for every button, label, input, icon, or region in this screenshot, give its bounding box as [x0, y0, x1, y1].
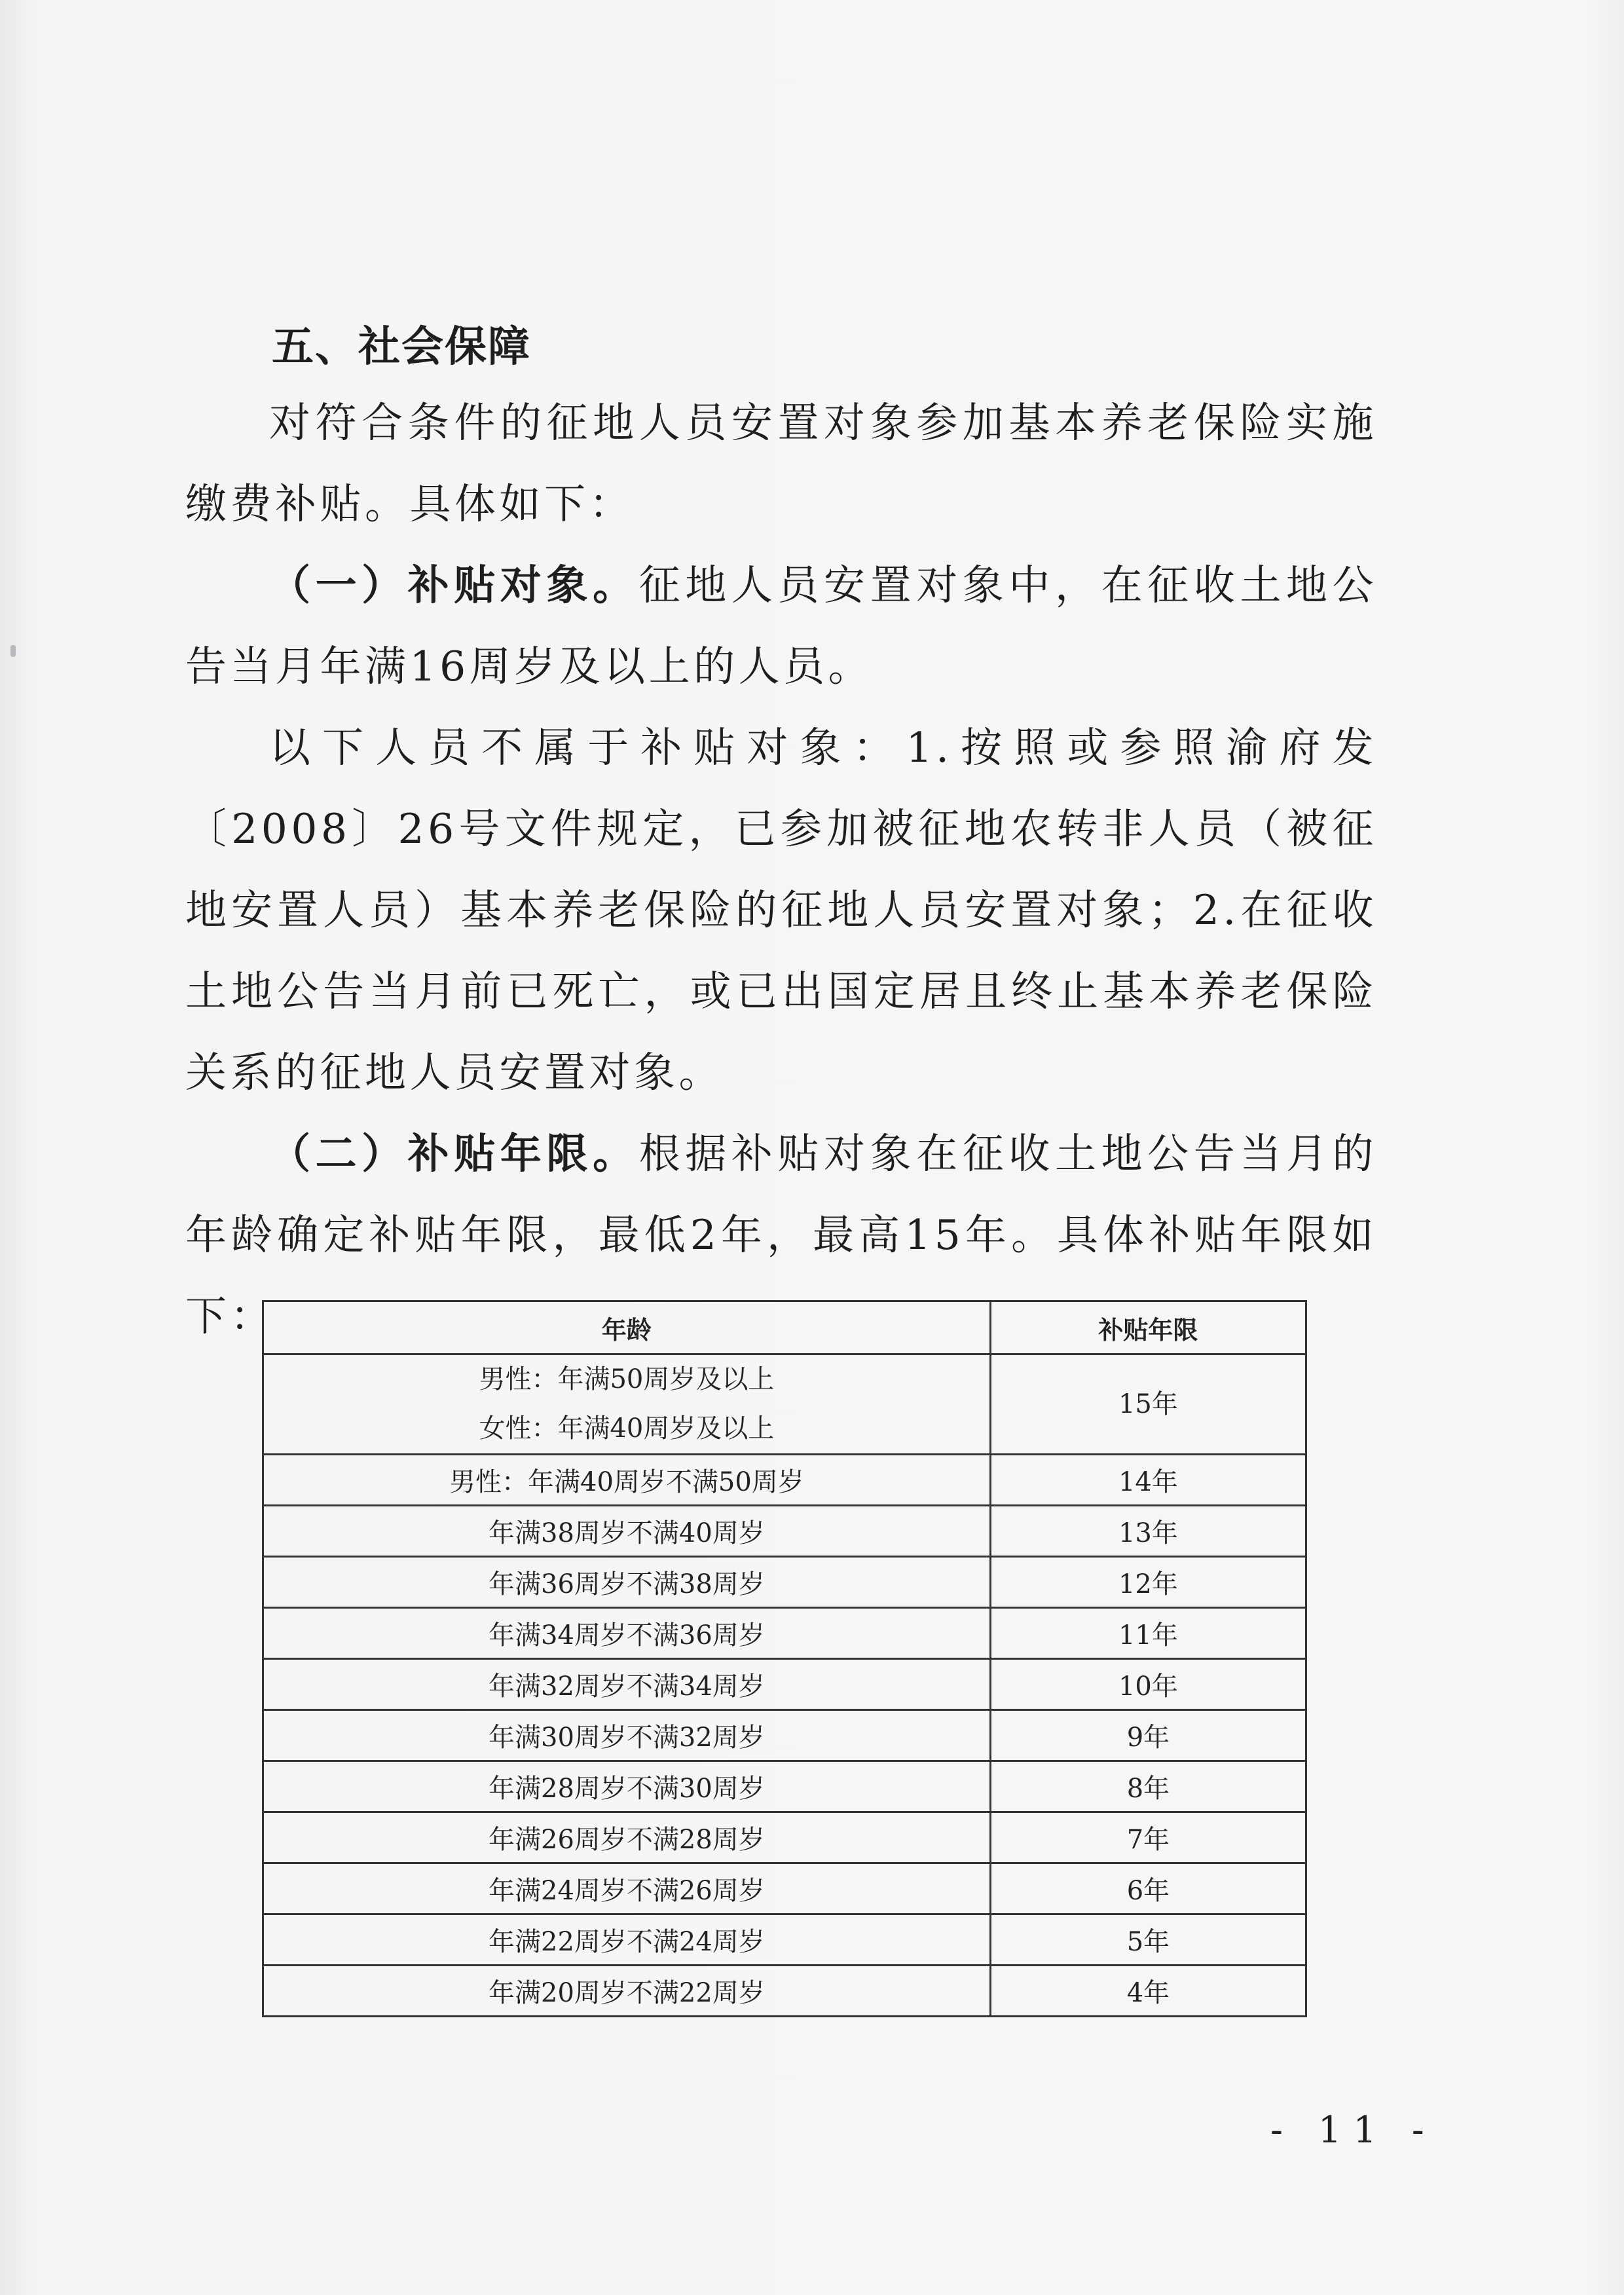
years-cell: 12年 — [990, 1557, 1306, 1608]
table-header-row — [263, 1301, 1306, 1354]
table-row — [263, 1608, 1306, 1659]
intro-paragraph: 对符合条件的征地人员安置对象参加基本养老保险实施缴费补贴。具体如下： — [185, 399, 1377, 528]
exclusions-paragraph: 以下人员不属于补贴对象：1.按照或参照渝府发〔2008〕26号文件规定，已参加被征地农转非人员（被征地安置人员）基本养老保险的征地人员安置对象；2.在征收土地公告当月前已死亡，或已出国定居且终止基本养老保险关系的征地人员安置对象。 — [185, 724, 1377, 1096]
age-cell: 年满20周岁不满22周岁 — [263, 1966, 991, 2017]
age-cell — [263, 1354, 991, 1455]
table-row — [263, 1506, 1306, 1557]
age-cell: 年满24周岁不满26周岁 — [263, 1863, 991, 1914]
age-cell-male: 男性：年满50周岁及以上 — [479, 1364, 775, 1394]
years-cell: 5年 — [990, 1914, 1306, 1966]
table-row — [263, 1455, 1306, 1506]
table-row — [263, 1812, 1306, 1863]
subsidy-years-table — [262, 1300, 1307, 2017]
binding-hole-mark — [10, 645, 16, 657]
years-cell: 9年 — [990, 1710, 1306, 1761]
age-cell: 年满22周岁不满24周岁 — [263, 1914, 991, 1966]
subsidy-target-paragraph — [185, 545, 1377, 707]
table-row — [263, 1710, 1306, 1761]
years-cell: 15年 — [990, 1354, 1306, 1455]
table-row — [263, 1354, 1306, 1455]
age-cell: 男性：年满40周岁不满50周岁 — [263, 1455, 991, 1506]
age-cell: 年满38周岁不满40周岁 — [263, 1506, 991, 1557]
years-cell: 4年 — [990, 1966, 1306, 2017]
subsidy-target-lead: （一）补贴对象。 — [269, 561, 639, 609]
age-cell-female: 女性：年满40周岁及以上 — [479, 1413, 775, 1444]
age-cell: 年满30周岁不满32周岁 — [263, 1710, 991, 1761]
age-cell: 年满36周岁不满38周岁 — [263, 1557, 991, 1608]
years-cell: 8年 — [990, 1761, 1306, 1812]
section-heading: 五、社会保障 — [272, 323, 531, 371]
table-row — [263, 1659, 1306, 1710]
years-cell: 6年 — [990, 1863, 1306, 1914]
age-cell: 年满34周岁不满36周岁 — [263, 1608, 991, 1659]
years-cell: 7年 — [990, 1812, 1306, 1863]
table-row — [263, 1966, 1306, 2017]
age-cell: 年满26周岁不满28周岁 — [263, 1812, 991, 1863]
age-cell: 年满32周岁不满34周岁 — [263, 1659, 991, 1710]
years-cell: 14年 — [990, 1455, 1306, 1506]
table-row — [263, 1557, 1306, 1608]
years-cell: 10年 — [990, 1659, 1306, 1710]
subsidy-target-text: 征地人员安置对象中，在征收土地公告当月年满16周岁及以上的人员。 — [185, 561, 1378, 690]
age-column-header: 年龄 — [263, 1301, 991, 1354]
table-row — [263, 1863, 1306, 1914]
subsidy-years-text: 根据补贴对象在征收土地公告当月的年龄确定补贴年限，最低2年，最高15年。具体补贴年限如下： — [185, 1130, 1378, 1340]
age-cell: 年满28周岁不满30周岁 — [263, 1761, 991, 1812]
years-cell: 13年 — [990, 1506, 1306, 1557]
years-column-header: 补贴年限 — [990, 1301, 1306, 1354]
table-row — [263, 1761, 1306, 1812]
subsidy-years-lead: （二）补贴年限。 — [269, 1130, 639, 1178]
table-row — [263, 1914, 1306, 1966]
years-cell: 11年 — [990, 1608, 1306, 1659]
page-number: - 11 - — [1270, 2109, 1436, 2152]
